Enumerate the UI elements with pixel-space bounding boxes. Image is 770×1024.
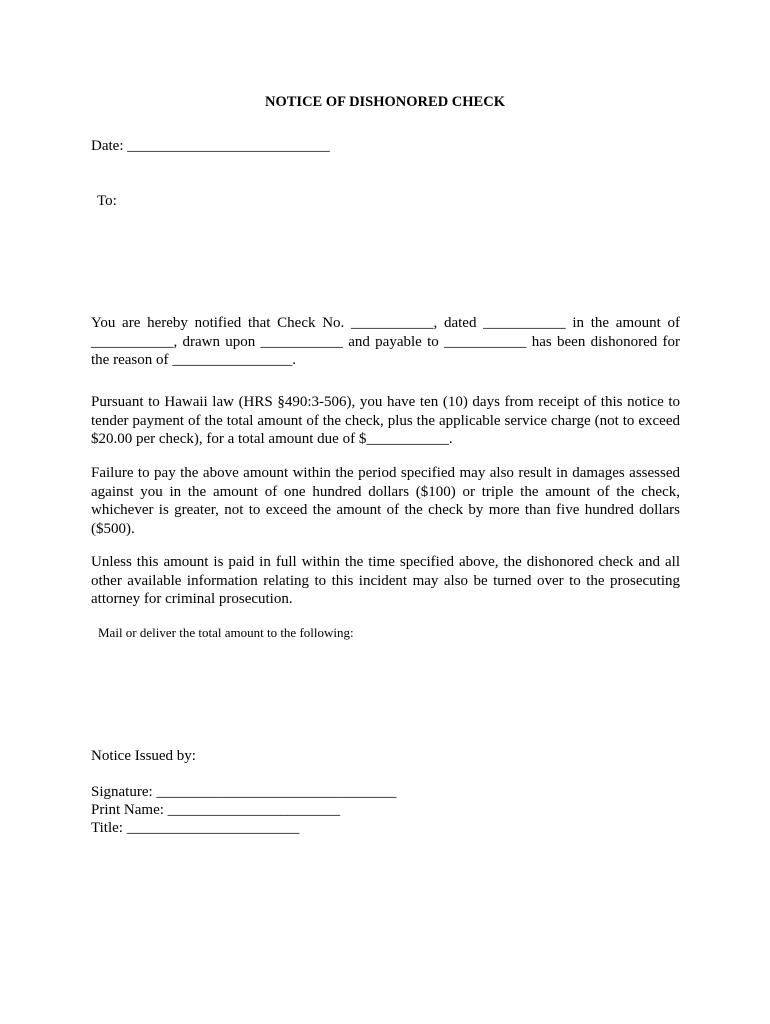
paragraph-prosecution-text: Unless this amount is paid in full within the time specified above, the dishonored check and all other available information relating to this incident may also be turned over to the prosecuting attorney for criminal prosecution. bbox=[91, 554, 680, 607]
paragraph-prosecution bbox=[91, 553, 680, 609]
paragraph-damages bbox=[91, 464, 680, 538]
issued-by-heading: Notice Issued by: bbox=[91, 748, 196, 764]
print-name-line: Print Name: _______________________ bbox=[91, 802, 341, 818]
paragraph-notification bbox=[91, 314, 680, 370]
paragraph-hawaii-law bbox=[91, 393, 680, 449]
to-line: To: bbox=[97, 193, 117, 209]
mail-instruction: Mail or deliver the total amount to the following: bbox=[98, 625, 354, 640]
date-line: Date: ___________________________ bbox=[91, 138, 330, 154]
paragraph-notification-text: You are hereby notified that Check No. ___________, dated ___________ in the amount of ___________, drawn upon ___________ and payable to ___________ has been dishonored for the reason of ________________. bbox=[91, 315, 680, 368]
paragraph-hawaii-law-text: Pursuant to Hawaii law (HRS §490:3-506), you have ten (10) days from receipt of this notice to tender payment of the total amount of the check, plus the applicable service charge (not to exceed $20.00 per check), for a total amount due of $___________. bbox=[91, 394, 680, 447]
paragraph-damages-text: Failure to pay the above amount within the period specified may also result in damages assessed against you in the amount of one hundred dollars ($100) or triple the amount of the check, whichever is greater, not to exceed the amount of the check by more than five hundred dollars ($500). bbox=[91, 465, 680, 537]
title-line: Title: _______________________ bbox=[91, 820, 300, 836]
signature-line: Signature: ________________________________ bbox=[91, 784, 397, 800]
document-title: NOTICE OF DISHONORED CHECK bbox=[265, 94, 505, 110]
